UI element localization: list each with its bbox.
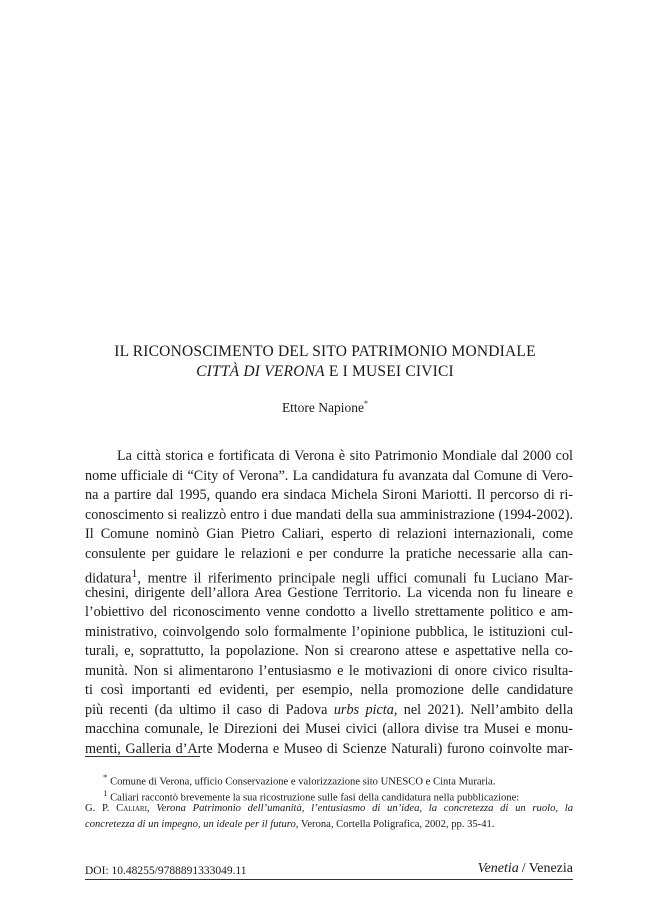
footnote-mark: 1 bbox=[103, 787, 108, 798]
body-line: l’obiettivo del riconoscimento venne condotto a livello strettamente politico e am- bbox=[85, 604, 573, 620]
footnote-text: Caliari raccontò brevemente la sua ricostruzione sulle fasi della candidatura nella pubblicazione: bbox=[107, 792, 520, 804]
footnote-1 bbox=[85, 786, 573, 802]
body-line bbox=[85, 564, 573, 587]
author-footnote-mark: * bbox=[364, 398, 369, 408]
footnote-ref-1[interactable]: 1 bbox=[131, 566, 138, 580]
series-separator: / bbox=[521, 861, 526, 876]
body-line: menti, Galleria d’Arte Moderna e Museo di Scienze Naturali) furono coinvolte mar- bbox=[85, 740, 573, 757]
cited-title: Verona Patrimonio dell’umanità, l’entusiasmo di un’idea, la concretezza di un ruolo, la bbox=[156, 803, 573, 814]
body-line: La città storica e fortificata di Verona è sito Patrimonio Mondiale dal 2000 col bbox=[117, 448, 573, 464]
doi-link[interactable]: DOI: 10.48255/9788891333049.11 bbox=[85, 865, 247, 877]
body-italic-term: urbs picta bbox=[333, 701, 394, 718]
body-line: macchina comunale, le Direzioni dei Musei civici (allora divise tra Musei e monu- bbox=[85, 721, 573, 737]
title-line-2 bbox=[80, 362, 570, 382]
footnote-separator bbox=[85, 756, 200, 757]
body-line: munità. Non si alimentarono l’entusiasmo e le motivazioni di onore civico risulta- bbox=[85, 662, 573, 679]
body-text-fragment: didatura bbox=[85, 570, 132, 587]
body-line: na a partire dal 1995, quando era sindaca Michela Sironi Mariotti. Il percorso di ri- bbox=[85, 487, 573, 503]
body-line: consulente per guidare le relazioni e per condurre la pratiche necessarie alla can- bbox=[85, 545, 573, 562]
series-rest: Venezia bbox=[528, 861, 573, 876]
footnote-text: Comune di Verona, ufficio Conservazione e valorizzazione sito UNESCO e Cinta Muraria. bbox=[107, 776, 496, 788]
title-italic-part: CITTÀ DI VERONA bbox=[196, 363, 325, 380]
body-paragraph bbox=[85, 447, 573, 759]
footnotes bbox=[85, 770, 573, 832]
series-name bbox=[478, 861, 573, 877]
body-line: ministrativo, coinvolgendo solo formalmente l’opinione pubblica, le istituzioni cul- bbox=[85, 623, 573, 640]
title-line-2-rest: E I MUSEI CIVICI bbox=[324, 363, 454, 380]
body-line: ti così importanti ed evidenti, per esempio, nella promozione delle candidature bbox=[85, 682, 573, 698]
body-line bbox=[85, 701, 573, 721]
author-name: Ettore Napione bbox=[281, 400, 365, 415]
cited-title: concretezza di un impegno, un ideale per il futuro bbox=[85, 818, 296, 830]
footer-rule bbox=[85, 879, 573, 880]
body-line: nome ufficiale di “City of Verona”. La candidatura fu avanzata dal Comune di Vero- bbox=[85, 467, 573, 484]
body-line: conoscimento si realizzò entro i due mandati della sua amministrazione (1994-2002). bbox=[85, 506, 573, 523]
footnote-mark: * bbox=[103, 772, 108, 782]
footnote-text: , Verona, Cortella Poligrafica, 2002, pp. 35-41. bbox=[295, 818, 495, 830]
article-title bbox=[80, 342, 570, 382]
footnote-1-line-2 bbox=[85, 801, 573, 817]
body-line: Il Comune nominò Gian Pietro Caliari, esperto di relazioni internazionali, come bbox=[85, 526, 573, 542]
footnote-1-line-3 bbox=[85, 817, 573, 833]
series-italic: Venetia bbox=[477, 861, 519, 876]
body-line: chesini, dirigente dell’allora Area Gestione Territorio. La vicenda non fu lineare e bbox=[85, 584, 573, 601]
body-line: turali, e, soprattutto, la popolazione. Non si crearono attese e aspettative nella co- bbox=[85, 643, 573, 659]
body-text-fragment: più recenti (da ultimo il caso di Padova bbox=[85, 701, 334, 718]
body-text-fragment: , mentre il riferimento principale negli uffici comunali fu Luciano Mar- bbox=[137, 570, 573, 587]
author-line bbox=[80, 399, 570, 417]
body-text-fragment: , nel 2021). Nell’ambito della bbox=[393, 701, 573, 718]
footnote-author-affiliation bbox=[85, 770, 573, 786]
title-line-1: IL RICONOSCIMENTO DEL SITO PATRIMONIO MONDIALE bbox=[114, 343, 536, 360]
footnote-text: , bbox=[146, 803, 157, 814]
cited-author: G. P. Caliari bbox=[85, 803, 147, 814]
